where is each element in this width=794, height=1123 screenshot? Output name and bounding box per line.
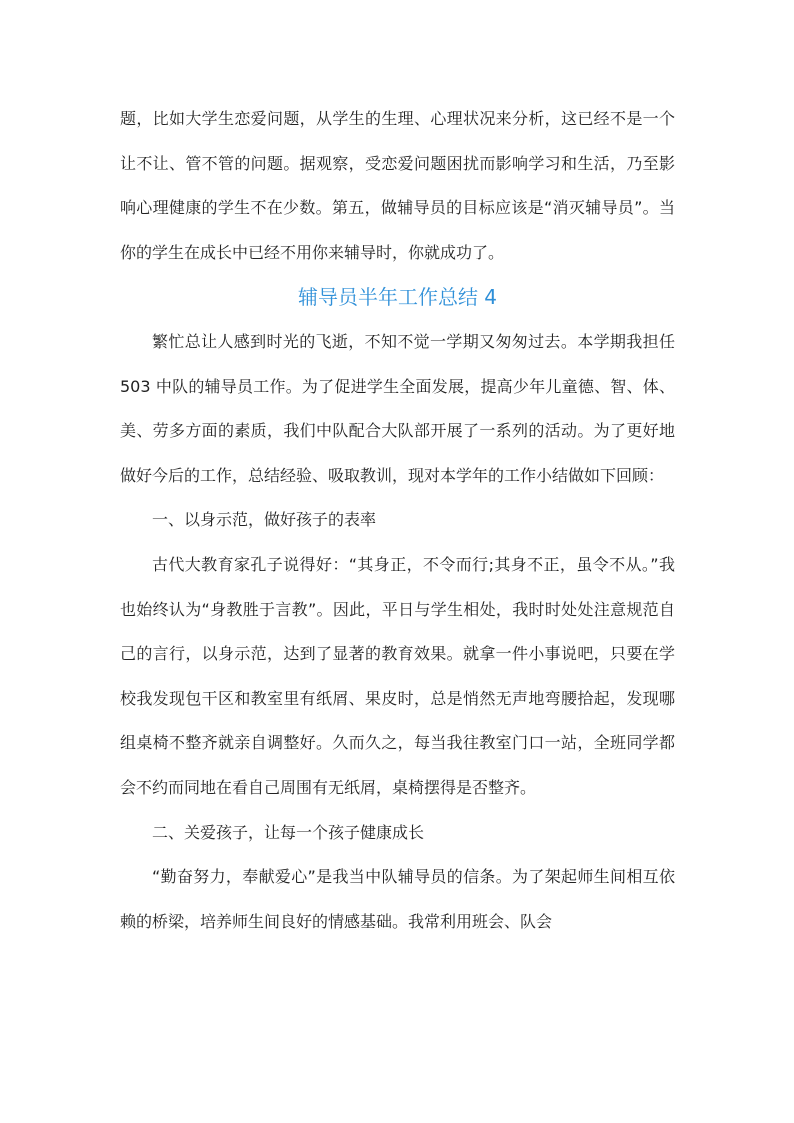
- document-page: [120, 97, 675, 944]
- body-paragraph-1: 繁忙总让人感到时光的飞逝，不知不觉一学期又匆匆过去。本学期我担任 503 中队的辅导员工作。为了促进学生全面发展，提高少年儿童德、智、体、美、劳多方面的素质，我们中队配合大队部开展了一系列的活动。为了更好地做好今后的工作，总结经验、吸取教训，现对本学年的工作小结做如下回顾：: [120, 331, 675, 485]
- subheading-1: 一、以身示范，做好孩子的表率: [152, 510, 377, 530]
- body-paragraph-3: “勤奋努力，奉献爱心”是我当中队辅导员的信条。为了架起师生间相互依赖的桥梁，培养师生间良好的情感基础。我常利用班会、队会: [120, 867, 675, 931]
- intro-paragraph: 题，比如大学生恋爱问题，从学生的生理、心理状况来分析，这已经不是一个让不让、管不管的问题。据观察，受恋爱问题困扰而影响学习和生活，乃至影响心理健康的学生不在少数。第五，做辅导员的目标应该是“消灭辅导员”。当你的学生在成长中已经不用你来辅导时，你就成功了。: [120, 109, 675, 262]
- body-paragraph-2: 古代大教育家孔子说得好：“其身正，不令而行;其身不正，虽令不从。”我也始终认为“身教胜于言教”。因此，平日与学生相处，我时时处处注意规范自己的言行，以身示范，达到了显著的教育效果。就拿一件小事说吧，只要在学校我发现包干区和教室里有纸屑、果皮时，总是悄然无声地弯腰拾起，发现哪组桌椅不整齐就亲自调整好。久而久之，每当我往教室门口一站，全班同学都会不约而同地在看自己周围有无纸屑，桌椅摆得是否整齐。: [120, 554, 675, 797]
- subheading-2: 二、关爱孩子，让每一个孩子健康成长: [152, 822, 425, 842]
- section-title: 辅导员半年工作总结 4: [297, 285, 498, 310]
